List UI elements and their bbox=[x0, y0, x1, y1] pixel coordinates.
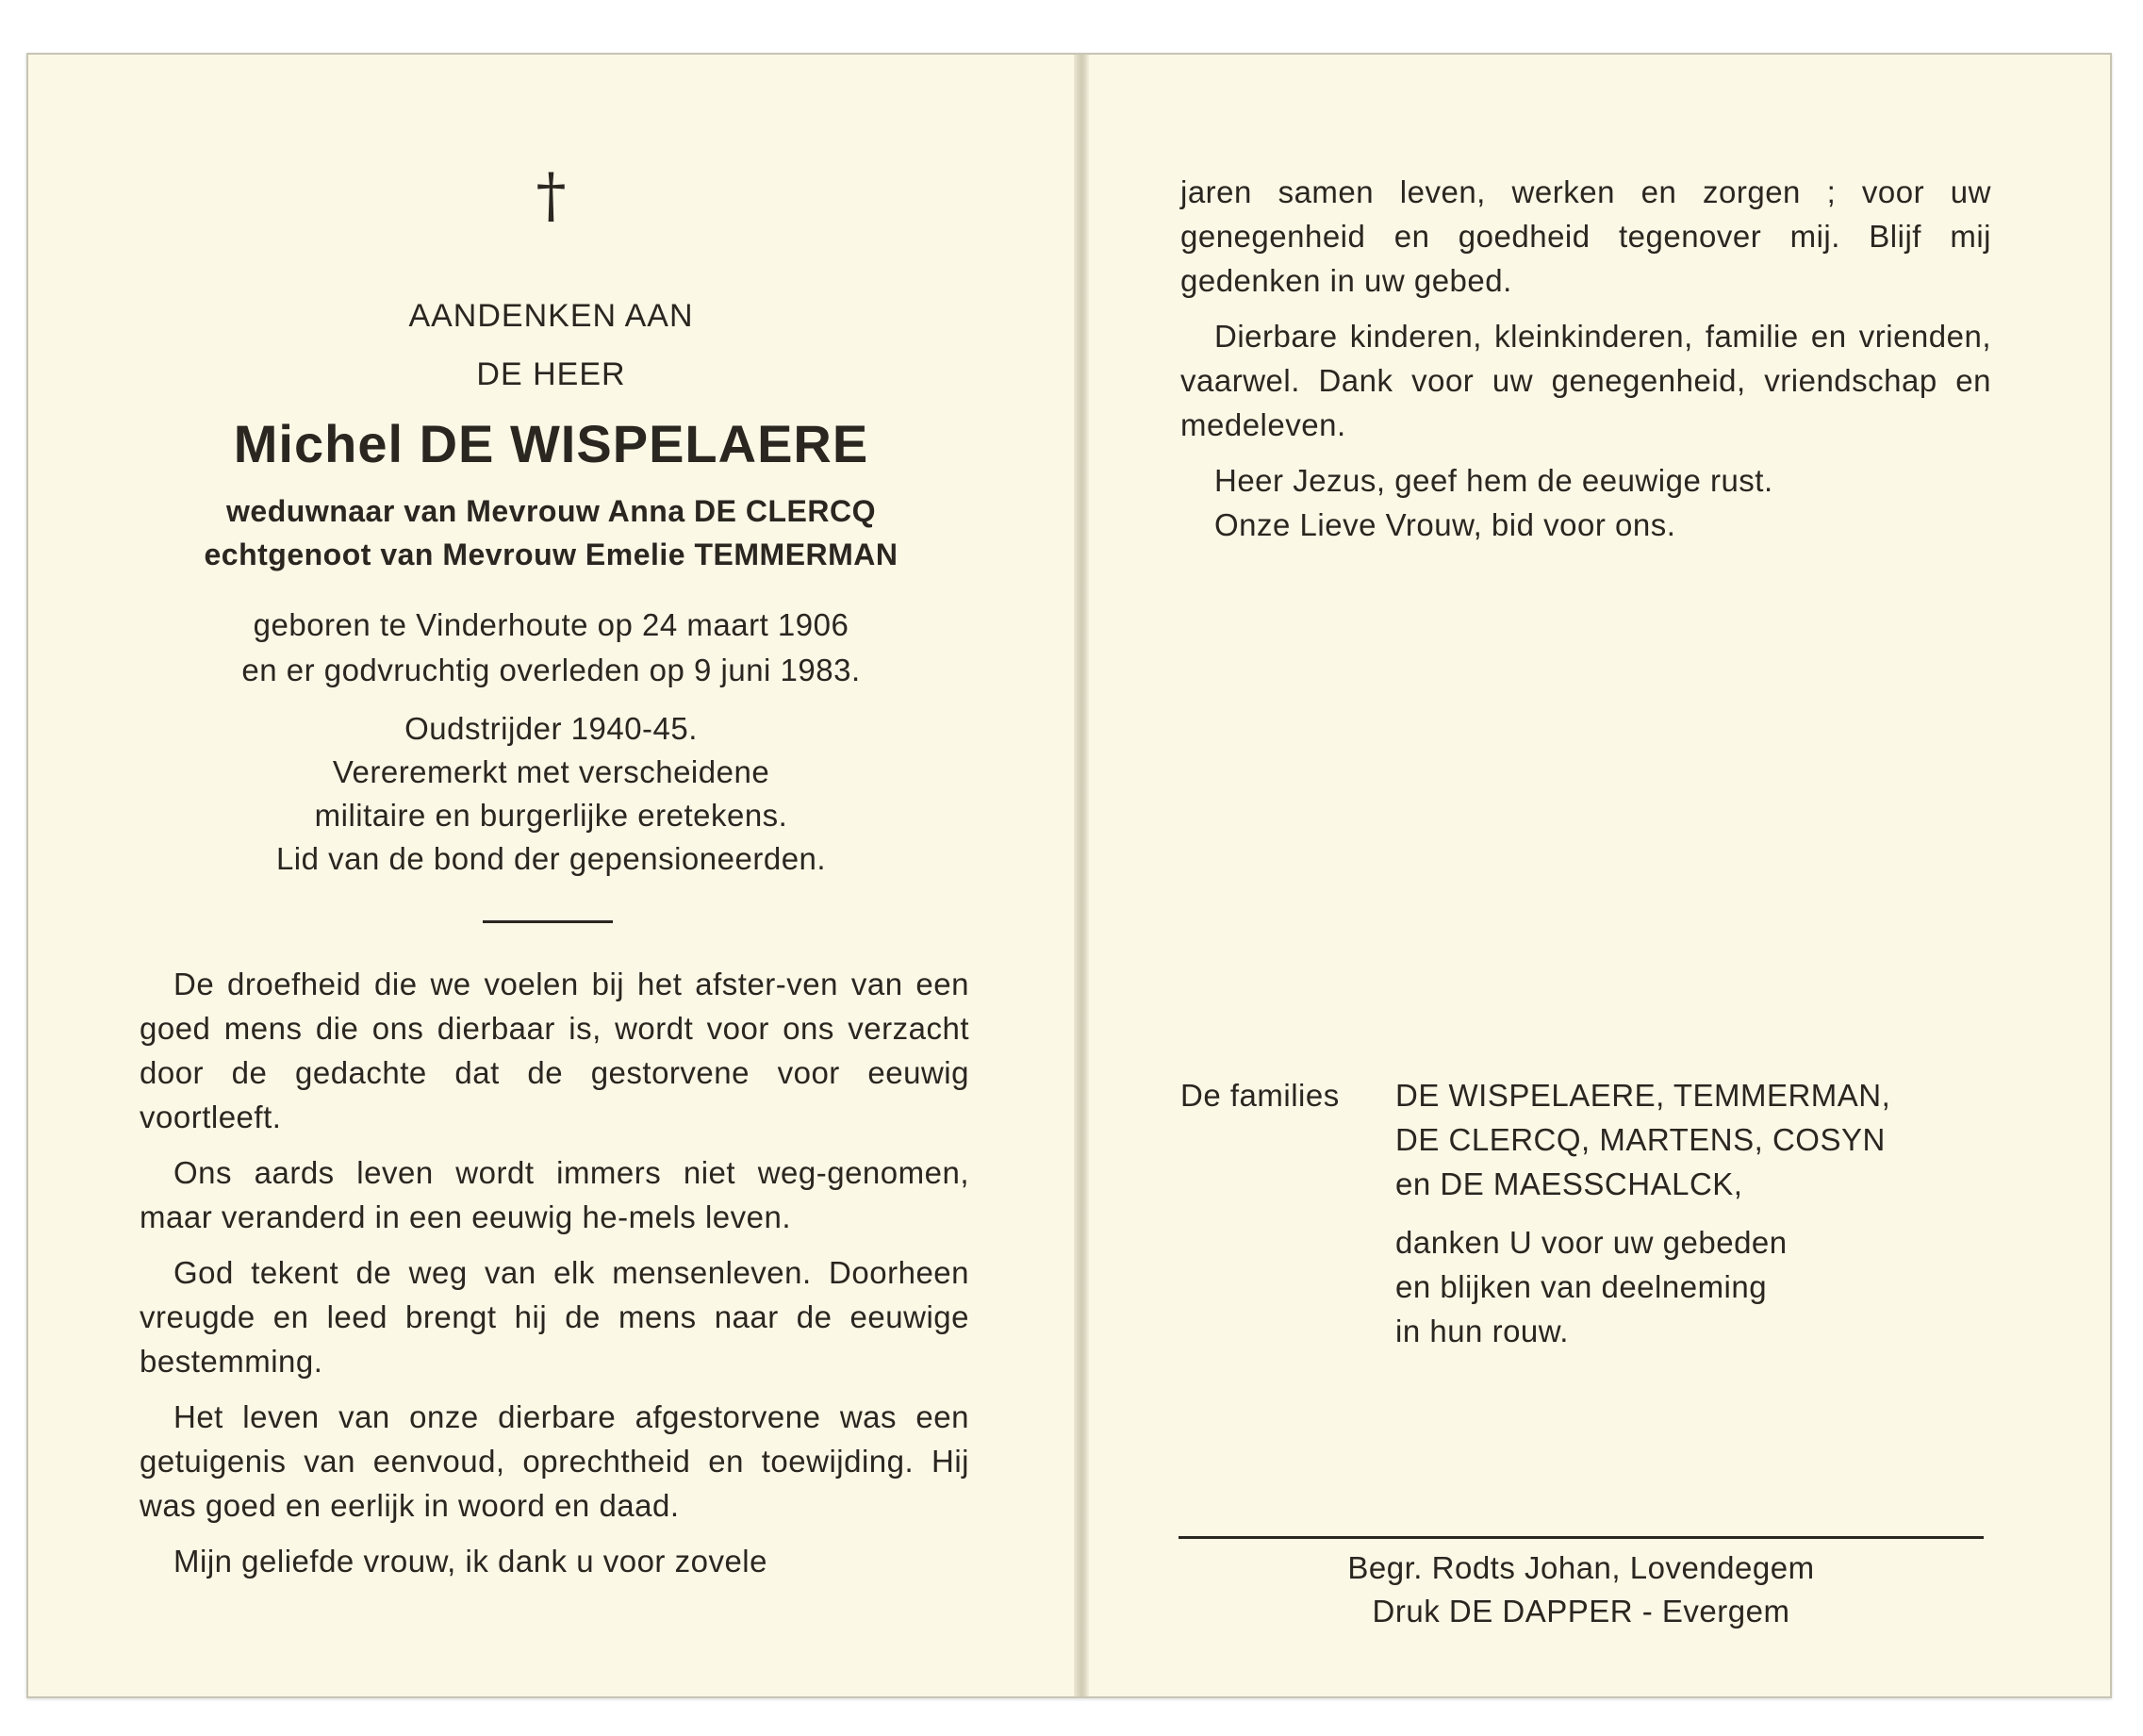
families-line-3: en DE MAESSCHALCK, bbox=[1395, 1166, 1743, 1201]
paragraph: De droefheid die we voelen bij het afster-ven van een goed mens die ons dierbaar is, wordt voor ons verzacht door de gedachte dat de gestorvene voor eeuwig voortleeft. bbox=[140, 967, 969, 1134]
prayer-line-2: Onze Lieve Vrouw, bid voor ons. bbox=[1214, 507, 1676, 542]
undertaker-line: Begr. Rodts Johan, Lovendegem bbox=[1347, 1550, 1815, 1585]
thanks-block bbox=[1395, 1220, 1788, 1353]
prayer-line-1: Heer Jezus, geef hem de eeuwige rust. bbox=[1214, 463, 1773, 498]
paragraph: God tekent de weg van elk mensenleven. Doorheen vreugde en leed brengt hij de mens naar de eeuwige bestemming. bbox=[140, 1255, 969, 1379]
left-body-text bbox=[140, 962, 969, 1595]
thanks-line-2: en blijken van deelneming bbox=[1395, 1269, 1768, 1304]
paragraph: Dierbare kinderen, kleinkinderen, familie en vrienden, vaarwel. Dank voor uw genegenheid, vriendschap en medeleven. bbox=[1180, 319, 1991, 442]
member-line: Lid van de bond der gepensioneerden. bbox=[275, 841, 827, 876]
families-block bbox=[1180, 1073, 2029, 1206]
cross-icon: † bbox=[536, 161, 567, 231]
card-fold bbox=[1074, 55, 1089, 1696]
veteran-line: Oudstrijder 1940-45. bbox=[404, 711, 698, 746]
relation-husband: echtgenoot van Mevrouw Emelie TEMMERMAN bbox=[204, 537, 898, 571]
relation-widower: weduwnaar van Mevrouw Anna DE CLERCQ bbox=[226, 494, 876, 528]
deceased-name: Michel DE WISPELAERE bbox=[233, 414, 869, 473]
thanks-line-1: danken U voor uw gebeden bbox=[1395, 1225, 1788, 1260]
thanks-line-3: in hun rouw. bbox=[1395, 1314, 1569, 1348]
paragraph: Ons aards leven wordt immers niet weg-genomen, maar veranderd in een eeuwig he-mels leven. bbox=[140, 1155, 969, 1234]
header-line-2: DE HEER bbox=[476, 356, 626, 392]
memorial-card bbox=[26, 53, 2112, 1698]
header-line-1: AANDENKEN AAN bbox=[408, 298, 694, 334]
paragraph: jaren samen leven, werken en zorgen ; voor uw genegenheid en goedheid tegenover mij. Blijf mij gedenken in uw gebed. bbox=[1180, 174, 1991, 298]
right-panel bbox=[1089, 55, 2110, 1696]
families-line-2: DE CLERCQ, MARTENS, COSYN bbox=[1395, 1122, 1886, 1157]
footer-rule bbox=[1179, 1536, 1984, 1539]
families-label: De families bbox=[1180, 1078, 1340, 1113]
right-body-text bbox=[1180, 170, 1991, 547]
printer-line: Druk DE DAPPER - Evergem bbox=[1372, 1594, 1790, 1629]
paragraph: Het leven van onze dierbare afgestorvene was een getuigenis van eenvoud, oprechtheid en toewijding. Hij was goed en eerlijk in woord en daad. bbox=[140, 1399, 969, 1523]
families-line-1: DE WISPELAERE, TEMMERMAN, bbox=[1395, 1078, 1891, 1113]
death-line: en er godvruchtig overleden op 9 juni 1983. bbox=[241, 653, 861, 687]
divider bbox=[483, 920, 613, 923]
honor-line-2: militaire en burgerlijke eretekens. bbox=[314, 798, 788, 833]
left-panel bbox=[28, 55, 1074, 1696]
paragraph: Mijn geliefde vrouw, ik dank u voor zovele bbox=[173, 1544, 767, 1579]
honor-line-1: Vereremerkt met verscheidene bbox=[332, 754, 770, 789]
birth-line: geboren te Vinderhoute op 24 maart 1906 bbox=[253, 607, 849, 642]
